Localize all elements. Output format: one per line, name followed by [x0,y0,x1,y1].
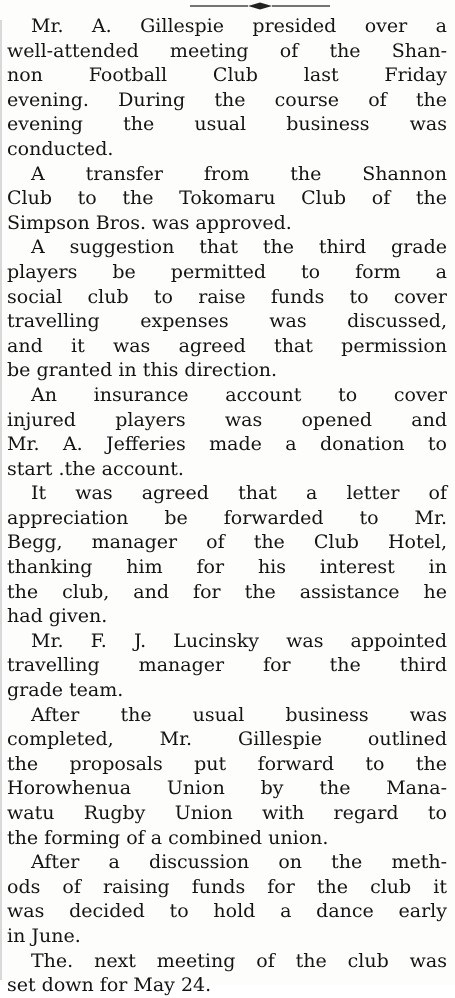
article-line: players be permitted to form a [7,260,447,283]
article-line: conducted. [7,137,114,160]
article-line: Club to the Tokomaru Club of the [7,187,447,210]
article-line: the proposals put forward to the [7,752,447,775]
article-line: Mr. F. J. Lucinsky was appointed [31,629,447,652]
article-line: evening the usual business was [7,113,447,136]
article-line: the forming of a combined union. [7,826,329,849]
article-line: was decided to hold a dance early [7,900,447,923]
article-line: be granted in this direction. [7,359,278,382]
article-line: grade team. [7,679,124,702]
article-line: Horowhenua Union by the Mana- [7,777,447,800]
article-line: thanking him for his interest in [7,556,447,579]
article-line: the club, and for the assistance he [7,580,447,603]
article-line: A transfer from the Shannon [31,162,447,185]
article-line: evening. During the course of the [7,88,447,111]
article-line: travelling manager for the third [7,654,447,677]
article-line: travelling expenses was discussed, [7,310,447,333]
article-line: non Football Club last Friday [7,64,447,87]
article-line: set down for May 24. [7,974,212,997]
article-line: A suggestion that the third grade [31,236,447,259]
article-line: Simpson Bros. was approved. [7,211,292,234]
article-line: After a discussion on the meth- [31,851,447,874]
ornamental-rule [190,2,330,10]
article-body [7,14,447,998]
article-line: had given. [7,605,108,628]
article-line: social club to raise funds to cover [7,285,447,308]
article-line: ods of raising funds for the club it [7,875,447,898]
article-line: After the usual business was [31,703,447,726]
article-line: An insurance account to cover [31,383,447,406]
article-line: and it was agreed that permission [7,334,447,357]
article-line: It was agreed that a letter of [31,482,447,505]
article-line: appreciation be forwarded to Mr. [7,506,447,529]
article-line: well-attended meeting of the Shan- [7,39,447,62]
clipping-edge [0,20,2,980]
article-line: The. next meeting of the club was [31,949,447,972]
article-line: injured players was opened and [7,408,447,431]
article-line: in June. [7,924,81,947]
article-line: Mr. A. Gillespie presided over a [31,15,447,37]
article-line: Begg, manager of the Club Hotel, [7,531,447,554]
article-line: Mr. A. Jefferies made a donation to [7,433,447,456]
article-line: completed, Mr. Gillespie outlined [7,728,447,751]
article-line: watu Rugby Union with regard to [7,802,447,824]
article-line: start .the account. [7,457,184,480]
